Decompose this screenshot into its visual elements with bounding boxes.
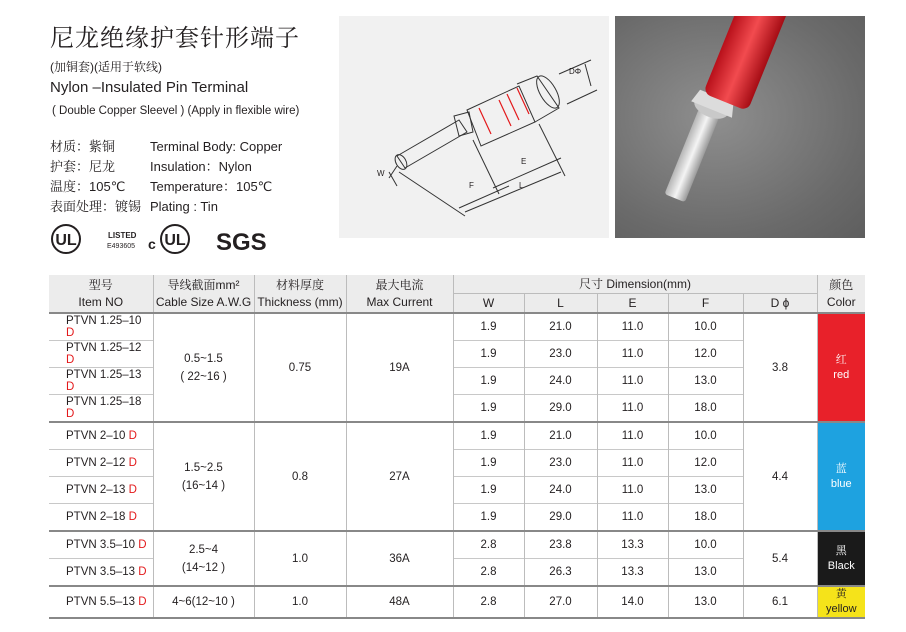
label-w: W — [377, 169, 385, 178]
dim-l: 23.8 — [524, 531, 597, 559]
thickness: 1.0 — [254, 531, 346, 586]
spec-plating: 表面处理：镀锡 Plating : Tin — [50, 199, 218, 214]
cable-size: 0.5~1.5 ( 22~16 ) — [153, 313, 254, 422]
dim-w: 1.9 — [453, 450, 524, 477]
subtitle-en: ( Double Copper Sleevel ) (Apply in flexible wire) — [52, 105, 300, 117]
dim-e: 11.0 — [597, 422, 668, 450]
header-item: 型号 Item NO — [78, 277, 124, 309]
item-no: PTVN 2–10 D — [49, 422, 153, 450]
dim-dphi: 6.1 — [743, 586, 817, 618]
listed-text — [107, 231, 137, 250]
dim-dphi: 3.8 — [743, 313, 817, 422]
header-dphi: D ϕ — [743, 294, 817, 314]
max-current: 48A — [346, 586, 453, 618]
thickness: 0.8 — [254, 422, 346, 531]
dim-f: 12.0 — [668, 450, 743, 477]
label-d: DΦ — [569, 67, 582, 76]
dim-w: 1.9 — [453, 477, 524, 504]
dim-f: 13.0 — [668, 368, 743, 395]
ul-logo — [52, 225, 80, 253]
dim-w: 1.9 — [453, 368, 524, 395]
spec-material: 材质：紫铜 Terminal Body: Copper — [50, 139, 283, 154]
dim-f: 13.0 — [668, 477, 743, 504]
dim-w: 1.9 — [453, 341, 524, 368]
dim-f: 10.0 — [668, 531, 743, 559]
spec-insulation: 护套：尼龙 Insulation：Nylon — [50, 159, 252, 174]
max-current: 36A — [346, 531, 453, 586]
table-row — [49, 586, 865, 618]
product-photo — [615, 16, 865, 238]
dim-e: 13.3 — [597, 531, 668, 559]
header-e: E — [597, 294, 668, 314]
dim-e: 11.0 — [597, 395, 668, 423]
spec-table — [49, 275, 865, 619]
color-swatch: 蓝 blue — [817, 422, 865, 531]
color-swatch: 黄 yellow — [817, 586, 865, 618]
item-no: PTVN 3.5–10 D — [49, 531, 153, 559]
color-swatch: 黑 Black — [817, 531, 865, 586]
dim-f: 18.0 — [668, 504, 743, 532]
thickness: 0.75 — [254, 313, 346, 422]
header-color: 颜色 Color — [817, 275, 865, 313]
item-no: PTVN 3.5–13 D — [49, 559, 153, 587]
dim-e: 11.0 — [597, 450, 668, 477]
dim-f: 12.0 — [668, 341, 743, 368]
table-row — [49, 531, 865, 559]
header-thickness: 材料厚度 Thickness (mm) — [254, 275, 346, 313]
dim-l: 23.0 — [524, 450, 597, 477]
dim-w: 1.9 — [453, 422, 524, 450]
cul-logo — [148, 225, 189, 253]
color-swatch: 红 red — [817, 313, 865, 422]
page-title: 尼龙绝缘护套针形端子 — [50, 24, 300, 52]
title-en: Nylon –Insulated Pin Terminal — [50, 79, 249, 96]
cable-size: 4~6(12~10 ) — [153, 586, 254, 618]
item-no: PTVN 2–18 D — [49, 504, 153, 532]
header-l: L — [524, 294, 597, 314]
svg-text:E493605: E493605 — [107, 243, 136, 250]
dim-f: 10.0 — [668, 422, 743, 450]
header-w: W — [453, 294, 524, 314]
dim-w: 2.8 — [453, 531, 524, 559]
svg-text:UL: UL — [164, 232, 186, 249]
header-dimension: 尺寸 Dimension(mm) — [453, 275, 817, 294]
header-current: 最大电流 Max Current — [346, 275, 453, 313]
cable-size: 1.5~2.5 (16~14 ) — [153, 422, 254, 531]
label-l: L — [519, 181, 524, 190]
dim-l: 26.3 — [524, 559, 597, 587]
label-f: F — [469, 181, 474, 190]
dim-f: 13.0 — [668, 586, 743, 618]
table-row — [49, 313, 865, 341]
dim-l: 29.0 — [524, 395, 597, 423]
svg-text:c: c — [148, 236, 156, 252]
dim-e: 11.0 — [597, 504, 668, 532]
max-current: 27A — [346, 422, 453, 531]
dim-dphi: 5.4 — [743, 531, 817, 586]
certification-logos — [50, 222, 280, 256]
dim-w: 2.8 — [453, 586, 524, 618]
max-current: 19A — [346, 313, 453, 422]
header-f: F — [668, 294, 743, 314]
dimension-diagram — [339, 16, 609, 238]
dim-l: 23.0 — [524, 341, 597, 368]
svg-text:LISTED: LISTED — [108, 231, 137, 240]
sgs-logo: SGS — [216, 229, 267, 256]
table-row — [49, 422, 865, 450]
dim-l: 29.0 — [524, 504, 597, 532]
dim-l: 21.0 — [524, 422, 597, 450]
thickness: 1.0 — [254, 586, 346, 618]
dim-f: 10.0 — [668, 313, 743, 341]
spec-temperature: 温度：105℃ Temperature：105℃ — [50, 179, 273, 194]
dim-e: 11.0 — [597, 368, 668, 395]
dim-f: 18.0 — [668, 395, 743, 423]
item-no: PTVN 1.25–10 D — [49, 313, 153, 341]
dim-e: 11.0 — [597, 477, 668, 504]
item-no: PTVN 1.25–13 D — [49, 368, 153, 395]
item-no: PTVN 5.5–13 D — [49, 586, 153, 618]
subtitle-cn: (加铜套)(适用于软线) — [50, 60, 162, 74]
label-e: E — [521, 157, 527, 166]
cable-size: 2.5~4 (14~12 ) — [153, 531, 254, 586]
dim-e: 14.0 — [597, 586, 668, 618]
dim-w: 1.9 — [453, 395, 524, 423]
item-no: PTVN 1.25–12 D — [49, 341, 153, 368]
dim-w: 1.9 — [453, 313, 524, 341]
item-no: PTVN 2–13 D — [49, 477, 153, 504]
svg-text:UL: UL — [55, 232, 77, 249]
dim-f: 13.0 — [668, 559, 743, 587]
dim-l: 24.0 — [524, 368, 597, 395]
item-no: PTVN 2–12 D — [49, 450, 153, 477]
dim-w: 1.9 — [453, 504, 524, 532]
dim-e: 13.3 — [597, 559, 668, 587]
header-cable: 导线截面mm² Cable Size A.W.G — [153, 275, 254, 313]
dim-l: 21.0 — [524, 313, 597, 341]
dim-l: 24.0 — [524, 477, 597, 504]
item-no: PTVN 1.25–18 D — [49, 395, 153, 423]
dim-l: 27.0 — [524, 586, 597, 618]
dim-e: 11.0 — [597, 341, 668, 368]
dim-dphi: 4.4 — [743, 422, 817, 531]
dim-e: 11.0 — [597, 313, 668, 341]
dim-w: 2.8 — [453, 559, 524, 587]
